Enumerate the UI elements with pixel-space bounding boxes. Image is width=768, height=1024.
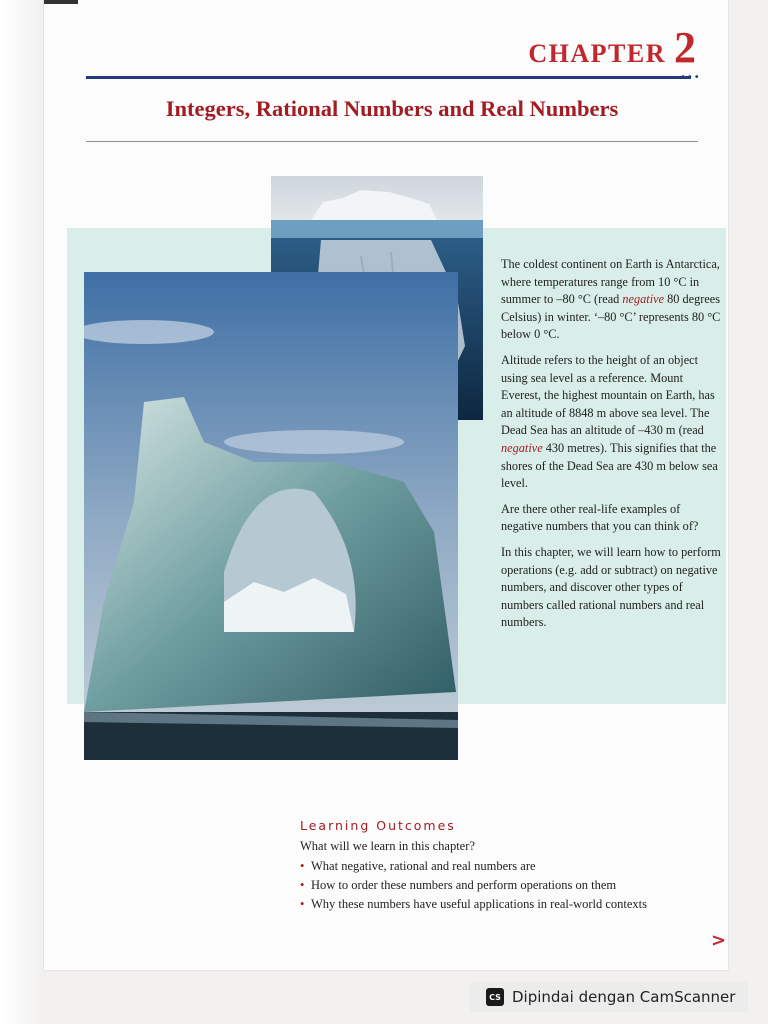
intro-p1-end: 80 degrees Celsius) in winter. ‘–80 °C’ represents 80 °C below 0 °C. [501, 292, 721, 342]
ice-arch-photo [84, 272, 458, 760]
header-rule-dots: ••• [680, 72, 701, 83]
list-item: • What negative, rational and real numbers are [300, 859, 720, 874]
title-rule [86, 141, 698, 142]
intro-p1-start: The coldest continent on Earth is Antarctica, where temperatures range from 10 °C in summer to –80 °C (read [501, 257, 720, 307]
camscanner-logo-icon: CS [486, 988, 504, 1006]
camscanner-text: Dipindai dengan CamScanner [512, 988, 736, 1006]
intro-paragraph-altitude [501, 352, 721, 493]
intro-paragraph-question: Are there other real-life examples of negative numbers that you can think of? [501, 501, 699, 534]
chapter-title: Integers, Rational Numbers and Real Numbers [165, 96, 619, 121]
intro-p2-emphasis: negative [501, 440, 543, 455]
intro-p2-end: 430 metres). This signifies that the shores of the Dead Sea are 430 m below sea level. [501, 440, 718, 491]
list-item: • Why these numbers have useful applications in real-world contexts [300, 897, 720, 912]
intro-p2-start: Altitude refers to the height of an object using sea level as a reference. Mount Everest, the highest mountain on Earth, has an altitude of 8848 m above sea level. The Dead Sea has an altitude of –430 m (read [501, 352, 715, 438]
intro-paragraph-chapter-goal: In this chapter, we will learn how to perform operations (e.g. add or subtract) on negative numbers, and discover other types of numbers called rational numbers and real numbers. [501, 544, 721, 630]
camscanner-watermark [470, 982, 748, 1012]
learning-outcomes-list [300, 859, 720, 912]
chapter-heading [528, 22, 696, 73]
intro-text [501, 256, 721, 640]
intro-paragraph-temperature [501, 256, 721, 344]
next-page-arrow-icon[interactable]: > [711, 930, 727, 951]
header-rule [86, 76, 691, 79]
chapter-number: 2 [674, 23, 696, 72]
learning-outcomes [300, 818, 720, 916]
learning-outcomes-heading: Learning Outcomes [300, 818, 456, 833]
learning-outcomes-question: What will we learn in this chapter? [300, 839, 475, 853]
page-spine [0, 0, 44, 1024]
intro-p1-emphasis: negative [622, 292, 665, 307]
top-edge-mark [44, 0, 78, 4]
list-item: • How to order these numbers and perform operations on them [300, 878, 720, 893]
chapter-word: CHAPTER [528, 39, 666, 68]
